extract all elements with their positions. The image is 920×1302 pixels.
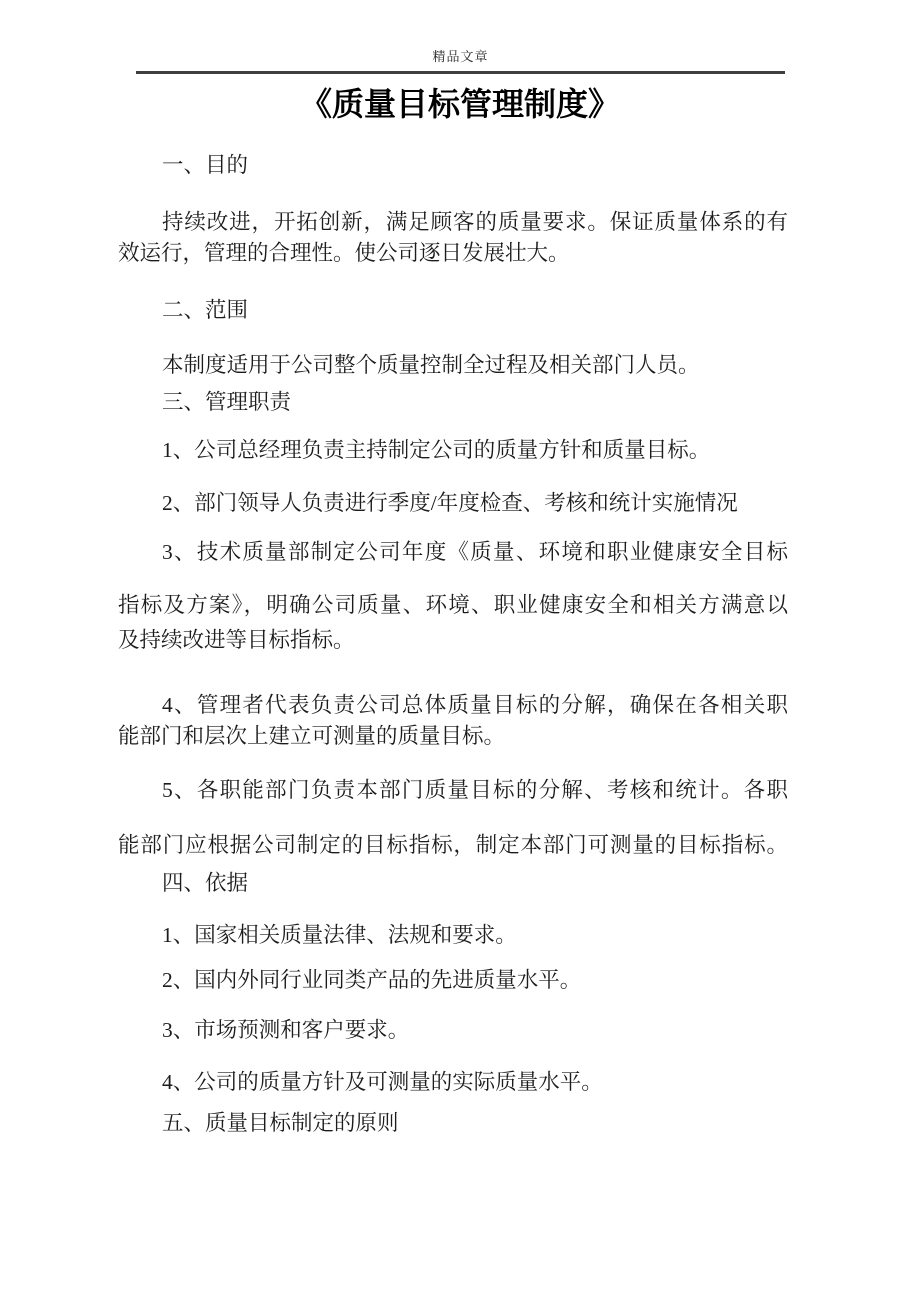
doc-line: 本制度适用于公司整个质量控制全过程及相关部门人员。 xyxy=(162,353,700,377)
doc-line: 3、技术质量部制定公司年度《质量、环境和职业健康安全目标 xyxy=(162,540,788,564)
doc-line: 能部门应根据公司制定的目标指标，制定本部门可测量的目标指标。 xyxy=(118,833,788,857)
doc-line: 三、管理职责 xyxy=(162,390,292,414)
doc-line: 3、市场预测和客户要求。 xyxy=(162,1018,410,1042)
doc-line: 及持续改进等目标指标。 xyxy=(118,628,355,652)
doc-line: 2、国内外同行业同类产品的先进质量水平。 xyxy=(162,968,582,992)
doc-line: 1、公司总经理负责主持制定公司的质量方针和质量目标。 xyxy=(162,438,711,462)
doc-line: 五、质量目标制定的原则 xyxy=(162,1111,399,1135)
doc-line: 2、部门领导人负责进行季度/年度检查、考核和统计实施情况 xyxy=(162,491,738,515)
doc-line: 效运行，管理的合理性。使公司逐日发展壮大。 xyxy=(118,241,570,265)
doc-line: 1、国家相关质量法律、法规和要求。 xyxy=(162,923,517,947)
doc-line: 指标及方案》，明确公司质量、环境、职业健康安全和相关方满意以 xyxy=(118,593,788,617)
doc-line: 能部门和层次上建立可测量的质量目标。 xyxy=(118,724,506,748)
header-watermark: 精品文章 xyxy=(432,49,489,64)
doc-line: 一、目的 xyxy=(162,153,249,177)
doc-line: 4、公司的质量方针及可测量的实际质量水平。 xyxy=(162,1070,603,1094)
doc-line: 5、各职能部门负责本部门质量目标的分解、考核和统计。各职 xyxy=(162,778,788,802)
doc-line: 四、依据 xyxy=(162,871,249,895)
doc-line: 4、管理者代表负责公司总体质量目标的分解，确保在各相关职 xyxy=(162,693,788,717)
doc-line: 二、范围 xyxy=(162,298,249,322)
doc-line: 持续改进，开拓创新，满足顾客的质量要求。保证质量体系的有 xyxy=(162,210,788,234)
doc-title: 《质量目标管理制度》 xyxy=(299,86,620,122)
